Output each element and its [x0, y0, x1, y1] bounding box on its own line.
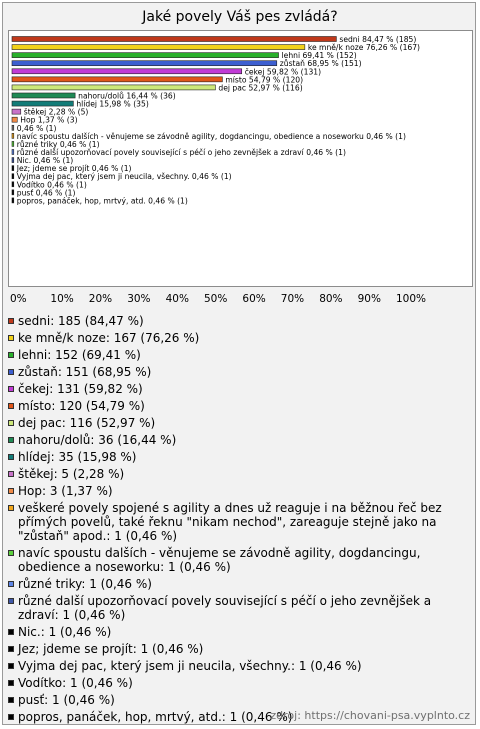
legend-swatch — [8, 318, 14, 324]
bar-11 — [12, 125, 14, 130]
legend-label: Vodítko: 1 (0,46 %) — [18, 676, 133, 690]
legend-swatch — [8, 697, 14, 703]
bar-7 — [12, 93, 75, 98]
legend-item — [8, 501, 468, 543]
legend-swatch — [8, 386, 14, 392]
legend-item — [8, 693, 468, 707]
legend-label: hlídej: 35 (15,98 %) — [18, 450, 137, 464]
x-tick-label: 90% — [357, 293, 381, 305]
legend-swatch — [8, 629, 14, 635]
bar-10 — [12, 117, 17, 122]
bar-chart — [0, 0, 480, 310]
bar-1 — [12, 45, 305, 50]
x-tick-label: 0% — [10, 293, 27, 305]
legend-swatch — [8, 352, 14, 358]
bar-label-17: Vyjma dej pac, který jsem ji neucila, všechny. 0,46 % (1) — [16, 172, 232, 182]
x-tick-label: 100% — [396, 293, 427, 305]
legend-swatch — [8, 335, 14, 341]
bar-3 — [12, 61, 277, 66]
legend-swatch — [8, 598, 14, 604]
legend-item — [8, 450, 468, 464]
bar-9 — [12, 109, 21, 114]
legend-swatch — [8, 420, 14, 426]
legend-item — [8, 348, 468, 362]
bar-label-7: nahoru/dolů 16,44 % (36) — [78, 91, 176, 101]
legend-item — [8, 577, 468, 591]
legend-item — [8, 365, 468, 379]
legend-label: dej pac: 116 (52,97 %) — [18, 416, 156, 430]
legend-label: Jez; jdeme se projít: 1 (0,46 %) — [18, 642, 204, 656]
legend-label: ke mně/k noze: 167 (76,26 %) — [18, 331, 200, 345]
legend-swatch — [8, 488, 14, 494]
bar-label-8: hlídej 15,98 % (35) — [76, 99, 149, 109]
legend-swatch — [8, 663, 14, 669]
x-tick-label: 10% — [50, 293, 74, 305]
bar-17 — [12, 174, 14, 179]
legend — [8, 314, 468, 727]
bar-15 — [12, 158, 14, 163]
bar-label-18: Vodítko 0,46 % (1) — [16, 180, 87, 190]
legend-item — [8, 676, 468, 690]
legend-item — [8, 331, 468, 345]
legend-label: různé triky: 1 (0,46 %) — [18, 577, 152, 591]
legend-item — [8, 382, 468, 396]
bar-18 — [12, 182, 14, 187]
legend-label: lehni: 152 (69,41 %) — [18, 348, 141, 362]
legend-label: pusť: 1 (0,46 %) — [18, 693, 115, 707]
x-tick-label: 30% — [127, 293, 151, 305]
x-tick-label: 80% — [319, 293, 343, 305]
legend-item — [8, 625, 468, 639]
legend-item — [8, 416, 468, 430]
legend-item — [8, 642, 468, 656]
bar-label-16: Jez; jdeme se projít 0,46 % (1) — [16, 164, 132, 174]
source-text: zdroj: https://chovani-psa.vyplnto.cz — [270, 709, 470, 722]
bar-label-15: Nic. 0,46 % (1) — [16, 156, 74, 166]
x-tick-label: 20% — [88, 293, 113, 305]
legend-swatch — [8, 403, 14, 409]
legend-label: zůstaň: 151 (68,95 %) — [18, 365, 152, 379]
legend-swatch — [8, 714, 14, 720]
bar-label-6: dej pac 52,97 % (116) — [218, 83, 303, 93]
bar-13 — [12, 141, 14, 146]
bar-label-12: navíc spoustu dalších - věnujeme se závodně agility, dogdancingu, obedience a noseworku 0,46 % (1) — [16, 131, 406, 141]
legend-label: štěkej: 5 (2,28 %) — [18, 467, 125, 481]
bar-14 — [12, 149, 14, 154]
bar-label-10: Hop 1,37 % (3) — [20, 115, 78, 125]
legend-label: popros, panáček, hop, mrtvý, atd.: 1 (0,46 %) — [18, 710, 293, 724]
legend-swatch — [8, 680, 14, 686]
legend-label: Nic.: 1 (0,46 %) — [18, 625, 112, 639]
legend-label: různé další upozorňovací povely související s péčí o jeho zevnějšek a zdraví: 1 (0,46 %) — [18, 594, 432, 622]
bar-label-13: různé triky 0,46 % (1) — [16, 139, 100, 149]
chart-title: Jaké povely Váš pes zvládá? — [142, 9, 338, 25]
legend-label: veškeré povely spojené s agility a dnes už reaguje i na běžnou řeč bez přímých povelů, také řeknu "nikam nechod", zareaguje stejně jako na "zůstaň" apod.: 1 (0,46 %) — [18, 501, 442, 543]
bar-19 — [12, 190, 14, 195]
bar-2 — [12, 53, 279, 58]
legend-swatch — [8, 550, 14, 556]
bar-label-5: místo 54,79 % (120) — [225, 75, 304, 85]
bar-20 — [12, 198, 14, 203]
legend-item — [8, 467, 468, 481]
legend-swatch — [8, 437, 14, 443]
legend-item — [8, 433, 468, 447]
bar-16 — [12, 166, 14, 171]
legend-item — [8, 594, 468, 622]
bar-label-1: ke mně/k noze 76,26 % (167) — [307, 43, 421, 53]
legend-label: nahoru/dolů: 36 (16,44 %) — [18, 433, 177, 447]
bar-label-0: sedni 84,47 % (185) — [339, 35, 417, 44]
legend-label: Hop: 3 (1,37 %) — [18, 484, 113, 498]
bar-6 — [12, 85, 215, 90]
bar-0 — [12, 37, 336, 42]
legend-item — [8, 659, 468, 673]
bar-label-9: štěkej 2,28 % (5) — [23, 107, 89, 117]
legend-item — [8, 546, 468, 574]
bar-8 — [12, 101, 73, 106]
legend-swatch — [8, 369, 14, 375]
legend-item — [8, 484, 468, 498]
bar-label-11: 0,46 % (1) — [16, 123, 57, 133]
bar-12 — [12, 133, 14, 138]
legend-label: sedni: 185 (84,47 %) — [18, 314, 144, 328]
legend-label: čekej: 131 (59,82 %) — [18, 382, 143, 396]
legend-swatch — [8, 581, 14, 587]
bar-4 — [12, 69, 242, 74]
legend-item — [8, 314, 468, 328]
bar-label-4: čekej 59,82 % (131) — [244, 67, 322, 77]
legend-label: Vyjma dej pac, který jsem ji neucila, všechny.: 1 (0,46 %) — [18, 659, 362, 673]
x-tick-label: 60% — [242, 293, 266, 305]
x-tick-label: 70% — [280, 293, 305, 305]
legend-swatch — [8, 505, 14, 511]
x-tick-label: 50% — [204, 293, 228, 305]
bar-label-19: pusť 0,46 % (1) — [16, 188, 76, 198]
legend-swatch — [8, 471, 14, 477]
legend-label: navíc spoustu dalších - věnujeme se závodně agility, dogdancingu, obedience a noseworku: 1 (0,46 %) — [18, 546, 421, 574]
legend-swatch — [8, 646, 14, 652]
legend-swatch — [8, 454, 14, 460]
bar-label-3: zůstaň 68,95 % (151) — [279, 59, 362, 69]
bar-5 — [12, 77, 222, 82]
bar-label-14: různé další upozorňovací povely související s péčí o jeho zevnějšek a zdraví 0,46 % (1) — [16, 147, 346, 157]
bar-label-2: lehni 69,41 % (152) — [281, 51, 357, 61]
bar-label-20: popros, panáček, hop, mrtvý, atd. 0,46 % (1) — [16, 196, 188, 206]
legend-item — [8, 399, 468, 413]
legend-label: místo: 120 (54,79 %) — [18, 399, 145, 413]
x-tick-label: 40% — [165, 293, 189, 305]
